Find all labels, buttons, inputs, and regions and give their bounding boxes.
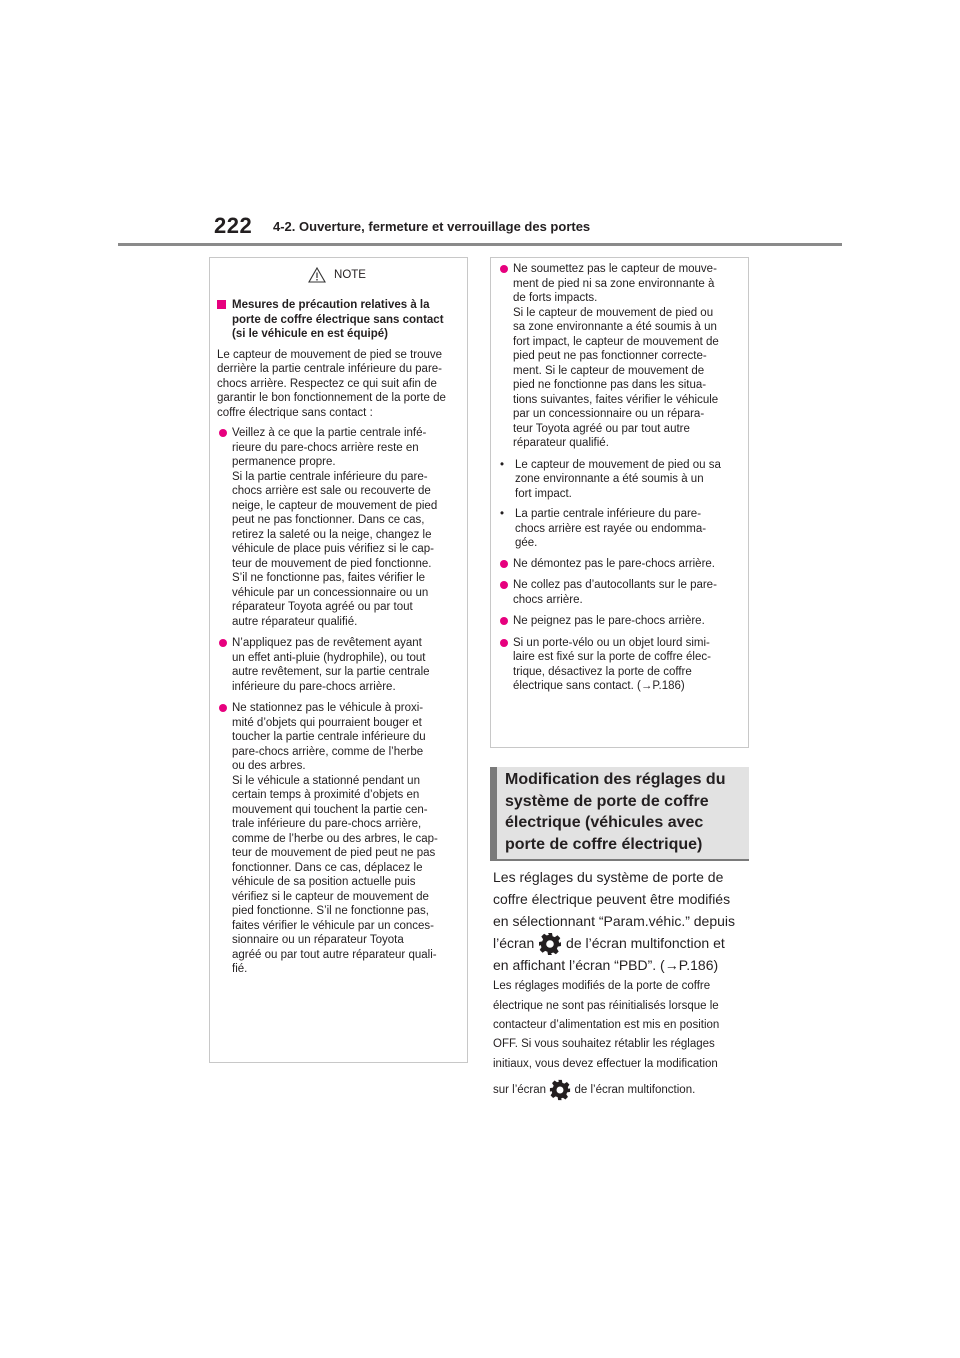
note-box-left (209, 257, 468, 1063)
settings-gear-icon (549, 1079, 571, 1101)
caution-triangle-icon (308, 267, 326, 283)
sub-point-marker: • (500, 458, 505, 471)
note-bullet (498, 578, 738, 607)
bullet-dot-icon (500, 560, 508, 568)
header-rule (118, 243, 842, 246)
note-text: de l’écran multifonction. (574, 1084, 696, 1096)
square-bullet-icon (217, 300, 226, 309)
sub-point-marker: • (500, 508, 505, 520)
body-text: de l’écran multifonction et (566, 935, 725, 951)
body-line: coffre électrique peuvent être modifiés (493, 891, 731, 907)
bullet-dot-icon (500, 639, 508, 647)
sub-point-text: La partie centrale inférieure du pare- chocs arrière est rayée ou endomma- gée. (515, 508, 707, 549)
section-title: 4-2. Ouverture, fermeture et verrouillage des portes (273, 219, 591, 234)
body-line: en sélectionnant “Param.véhic.” depuis (493, 913, 736, 929)
bullet-text: Veillez à ce que la partie centrale infé- rieure du pare-chocs arrière reste en permanence propre. Si la partie centrale inférieure du pare- chocs arrière est sale ou recouverte de neige, le capteur de mouvement de pied peut ne pas fonctionner. Dans ce cas, retirez la saleté ou la neige, changez le véhicule de place puis vérifiez si le cap- teur de mouvement de pied fonctionne. S’il ne fonctionne pas, faites vérifier le véhicule par un concessionnaire ou un réparateur Toyota agréé ou par tout autre réparateur qualifié. (232, 427, 438, 628)
note-heading-text: Mesures de précaution relatives à la porte de coffre électrique sans contact (si le véhicule en est équipé) (232, 299, 444, 340)
bullet-dot-icon (219, 429, 227, 437)
note-intro: Le capteur de mouvement de pied se trouve derrière la partie centrale inférieure du pare-chocs arrière. Respectez ce qui suit afin de garantir le bon fonctionnement de la porte de coffre électrique sans contact : (217, 348, 446, 419)
modification-heading-text: Modification des réglages du système de porte de coffre électrique (véhicules avec porte de coffre électrique) (505, 771, 726, 853)
sub-point (498, 507, 738, 551)
note-text: sur l’écran (493, 1084, 547, 1096)
note-bullet (498, 557, 738, 572)
note-line: électrique ne sont pas réinitialisés lorsque le (493, 1000, 719, 1012)
note-line: initiaux, vous devez effectuer la modification (493, 1058, 718, 1070)
bullet-text: Ne soumettez pas le capteur de mouve- ment de pied ni sa zone environnante à de forts impacts. Si le capteur de mouvement de pied ou sa zone environnante a été soumis à un fort impact, le capteur de mouvement de pied peut ne pas fonctionner correcte- ment. Si le capteur de mouvement de pied ne fonctionne pas dans les situa- tions suivantes, faites vérifier le véhicule par un concessionnaire ou un répara- teur Toyota agréé ou par tout autre réparateur qualifié. (513, 263, 719, 449)
note-line: Les réglages modifiés de la porte de coffre (493, 980, 711, 992)
note-line-with-icon (493, 1078, 753, 1102)
note-bullet (217, 426, 457, 629)
bullet-dot-icon (500, 617, 508, 625)
note-bullet (498, 262, 738, 451)
note-line: OFF. Si vous souhaitez rétablir les réglages (493, 1038, 715, 1050)
bullet-dot-icon (500, 581, 508, 589)
note-box-right (490, 257, 749, 748)
sub-point (498, 458, 738, 502)
settings-gear-icon (538, 932, 562, 956)
body-text: l’écran (493, 935, 535, 951)
sub-point-text: Le capteur de mouvement de pied ou sa zone environnante a été soumis à un fort impact. (515, 458, 721, 500)
note-label: NOTE (334, 269, 366, 281)
note-bullet (498, 614, 738, 629)
modification-heading (490, 767, 749, 859)
note-bullet (498, 636, 738, 694)
bullet-dot-icon (500, 265, 508, 273)
bullet-text: Ne collez pas d’autocollants sur le pare- chocs arrière. (513, 579, 717, 606)
modification-heading-rule (490, 859, 749, 861)
note-line: contacteur d’alimentation est mis en position (493, 1019, 720, 1031)
bullet-text: Ne démontez pas le pare-chocs arrière. (513, 557, 715, 570)
bullet-text: Ne stationnez pas le véhicule à proxi- mité d’objets qui pourraient bouger et toucher la partie centrale inférieure du pare-chocs arrière, comme de l’herbe ou des arbres. Si le véhicule a stationné pendant un certain temps à proximité d’objets en mouvement qui touchent la partie cen- trale inférieure du pare-chocs arrière, comme de l’herbe ou des arbres, le cap- teur de mouvement de pied peut ne pas fonctionner. Dans ce cas, déplacez le véhicule de sa position actuelle puis vérifiez si le capteur de mouvement de pied fonctionne. S’il ne fonctionne pas, faites vérifier le véhicule par un conces- sionnaire ou un réparateur Toyota agréé ou par tout autre réparateur quali- fié. (232, 702, 438, 975)
bullet-dot-icon (219, 704, 227, 712)
body-line-with-icon (493, 930, 753, 956)
bullet-dot-icon (219, 639, 227, 647)
bullet-text: N’appliquez pas de revêtement ayant un effet anti-pluie (hydrophile), ou tout autre revêtement, sur la partie centrale inférieure du pare-chocs arrière. (232, 637, 430, 693)
body-line: en affichant l’écran “PBD”. (→P.186) (493, 957, 719, 973)
body-line: Les réglages du système de porte de (493, 869, 724, 885)
page-number: 222 (214, 213, 253, 238)
note-header (217, 262, 457, 288)
note-heading (217, 298, 457, 342)
bullet-text: Si un porte-vélo ou un objet lourd simi- laire est fixé sur la porte de coffre élec- trique, désactivez la porte de coffre électrique sans contact. (→P.186) (513, 636, 711, 692)
bullet-text: Ne peignez pas le pare-chocs arrière. (513, 615, 705, 627)
note-bullet (217, 636, 457, 694)
note-bullet (217, 701, 457, 977)
